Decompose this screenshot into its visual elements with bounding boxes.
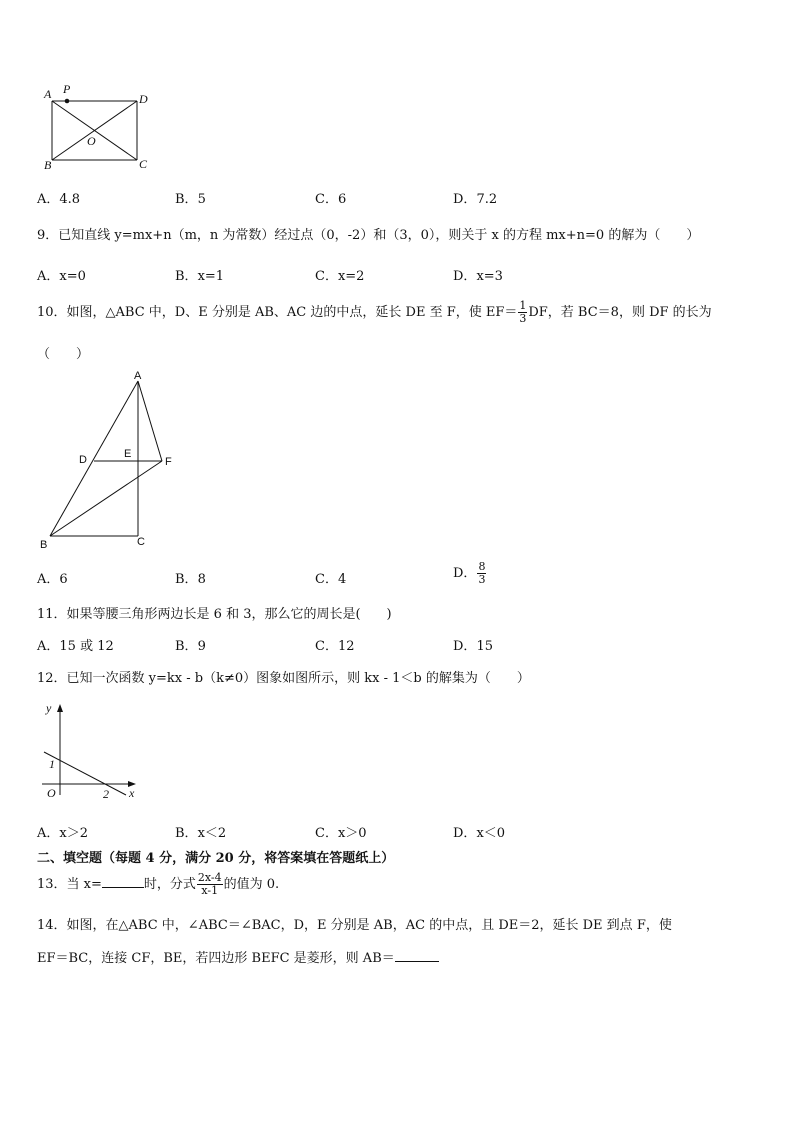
label-one: 1	[49, 757, 55, 771]
label-a: A	[44, 87, 52, 101]
label-two: 2	[103, 787, 109, 801]
y-axis-arrow	[57, 704, 63, 712]
q12-option-a[interactable]	[37, 822, 88, 841]
q10-stem-part-b: DF，若 BC＝8，则 DF 的长为	[528, 305, 712, 320]
label-y: y	[46, 701, 52, 715]
option-text: x＜0	[476, 826, 506, 841]
option-text: 6	[337, 192, 347, 207]
fraction-denominator: 3	[519, 312, 527, 325]
option-text: x=1	[197, 269, 225, 284]
option-text: x=2	[337, 269, 365, 284]
option-letter: C．	[315, 639, 338, 654]
option-text: 6	[59, 572, 68, 587]
option-text: 8	[197, 572, 206, 587]
option-letter: D．	[453, 269, 477, 284]
option-letter: D．	[453, 826, 477, 841]
fraction-numerator: 8	[478, 560, 486, 573]
q11-stem: 11．如果等腰三角形两边长是 6 和 3，那么它的周长是( )	[37, 607, 392, 622]
label-origin: O	[47, 786, 56, 800]
option-letter: B．	[175, 826, 198, 841]
q13-stem-part-b: 时，分式	[143, 877, 196, 892]
option-text: x=0	[59, 269, 86, 284]
option-text: 4	[337, 572, 347, 587]
q13-stem-part-a: 13．当 x=	[37, 877, 102, 892]
q13-answer-blank[interactable]	[102, 875, 144, 888]
option-text: 15 或 12	[59, 639, 114, 654]
label-f: F	[165, 456, 172, 468]
q12-option-d[interactable]	[453, 822, 505, 841]
label-p: P	[63, 82, 71, 96]
option-letter: C．	[315, 572, 338, 587]
q12-option-b[interactable]	[175, 822, 226, 841]
q9-stem: 9．已知直线 y=mx+n（m，n 为常数）经过点（0，-2）和（3，0），则关于 x 的方程 mx+n=0 的解为（ ）	[37, 228, 700, 243]
label-b: B	[44, 158, 52, 172]
label-c: C	[137, 536, 145, 548]
option-text: 12	[337, 639, 355, 654]
q12-option-c[interactable]	[315, 822, 367, 841]
option-letter: C．	[315, 269, 338, 284]
fraction-denominator: x-1	[201, 884, 219, 897]
option-letter: A．	[37, 639, 60, 654]
q13-stem	[37, 872, 279, 897]
q13-fraction	[197, 872, 223, 897]
label-d: D	[139, 92, 148, 106]
option-letter: D．	[453, 192, 477, 207]
option-letter: A．	[37, 572, 60, 587]
q14-answer-blank[interactable]	[395, 949, 439, 962]
option-text: 4.8	[59, 192, 81, 207]
option-letter: D．	[453, 566, 477, 581]
q14-stem-line2-text: EF＝BC，连接 CF，BE，若四边形 BEFC 是菱形，则 AB＝	[37, 951, 395, 966]
option-text: 9	[197, 639, 206, 654]
option-text: x＞0	[337, 826, 367, 841]
fraction-numerator: 2x-4	[197, 871, 222, 884]
option-letter: A．	[37, 269, 60, 284]
option-letter: B．	[175, 269, 198, 284]
label-e: E	[124, 448, 132, 460]
fraction-denominator: 3	[478, 573, 486, 586]
q14-stem-line1: 14．如图，在△ABC 中，∠ABC＝∠BAC，D，E 分别是 AB，AC 的中点，且 DE＝2，延长 DE 到点 F，使	[37, 918, 672, 933]
label-b: B	[40, 539, 48, 551]
option-letter: C．	[315, 826, 338, 841]
option-letter: A．	[37, 192, 60, 207]
fraction-numerator: 1	[519, 299, 527, 312]
option-text: 7.2	[476, 192, 498, 207]
option-letter: D．	[453, 639, 477, 654]
q10-stem-part-a: 10．如图，△ABC 中，D、E 分别是 AB、AC 边的中点，延长 DE 至 F，使 EF＝	[37, 305, 518, 320]
q12-stem: 12．已知一次函数 y=kx - b（k≠0）图象如图所示，则 kx - 1＜b 的解集为（ ）	[37, 671, 530, 686]
label-a: A	[134, 370, 142, 382]
label-o: O	[87, 134, 96, 148]
option-letter: C．	[315, 192, 338, 207]
option-text: x＞2	[59, 826, 88, 841]
option-text: 15	[476, 639, 493, 654]
label-d: D	[79, 454, 87, 466]
option-text: 5	[197, 192, 206, 207]
q14-stem-line2	[37, 947, 439, 966]
q13-stem-part-c: 的值为 0.	[223, 877, 280, 892]
label-c: C	[139, 157, 148, 171]
section-heading: 二、填空题（每题 4 分，满分 20 分，将答案填在答题纸上）	[37, 851, 395, 866]
q10-stem-paren: （ ）	[37, 347, 90, 362]
function-line	[44, 752, 126, 795]
option-letter: B．	[175, 192, 198, 207]
option-letter: B．	[175, 639, 198, 654]
option-text: x＜2	[197, 826, 227, 841]
label-x: x	[129, 786, 135, 800]
option-text: x=3	[476, 269, 503, 284]
option-letter: B．	[175, 572, 198, 587]
option-letter: A．	[37, 826, 60, 841]
